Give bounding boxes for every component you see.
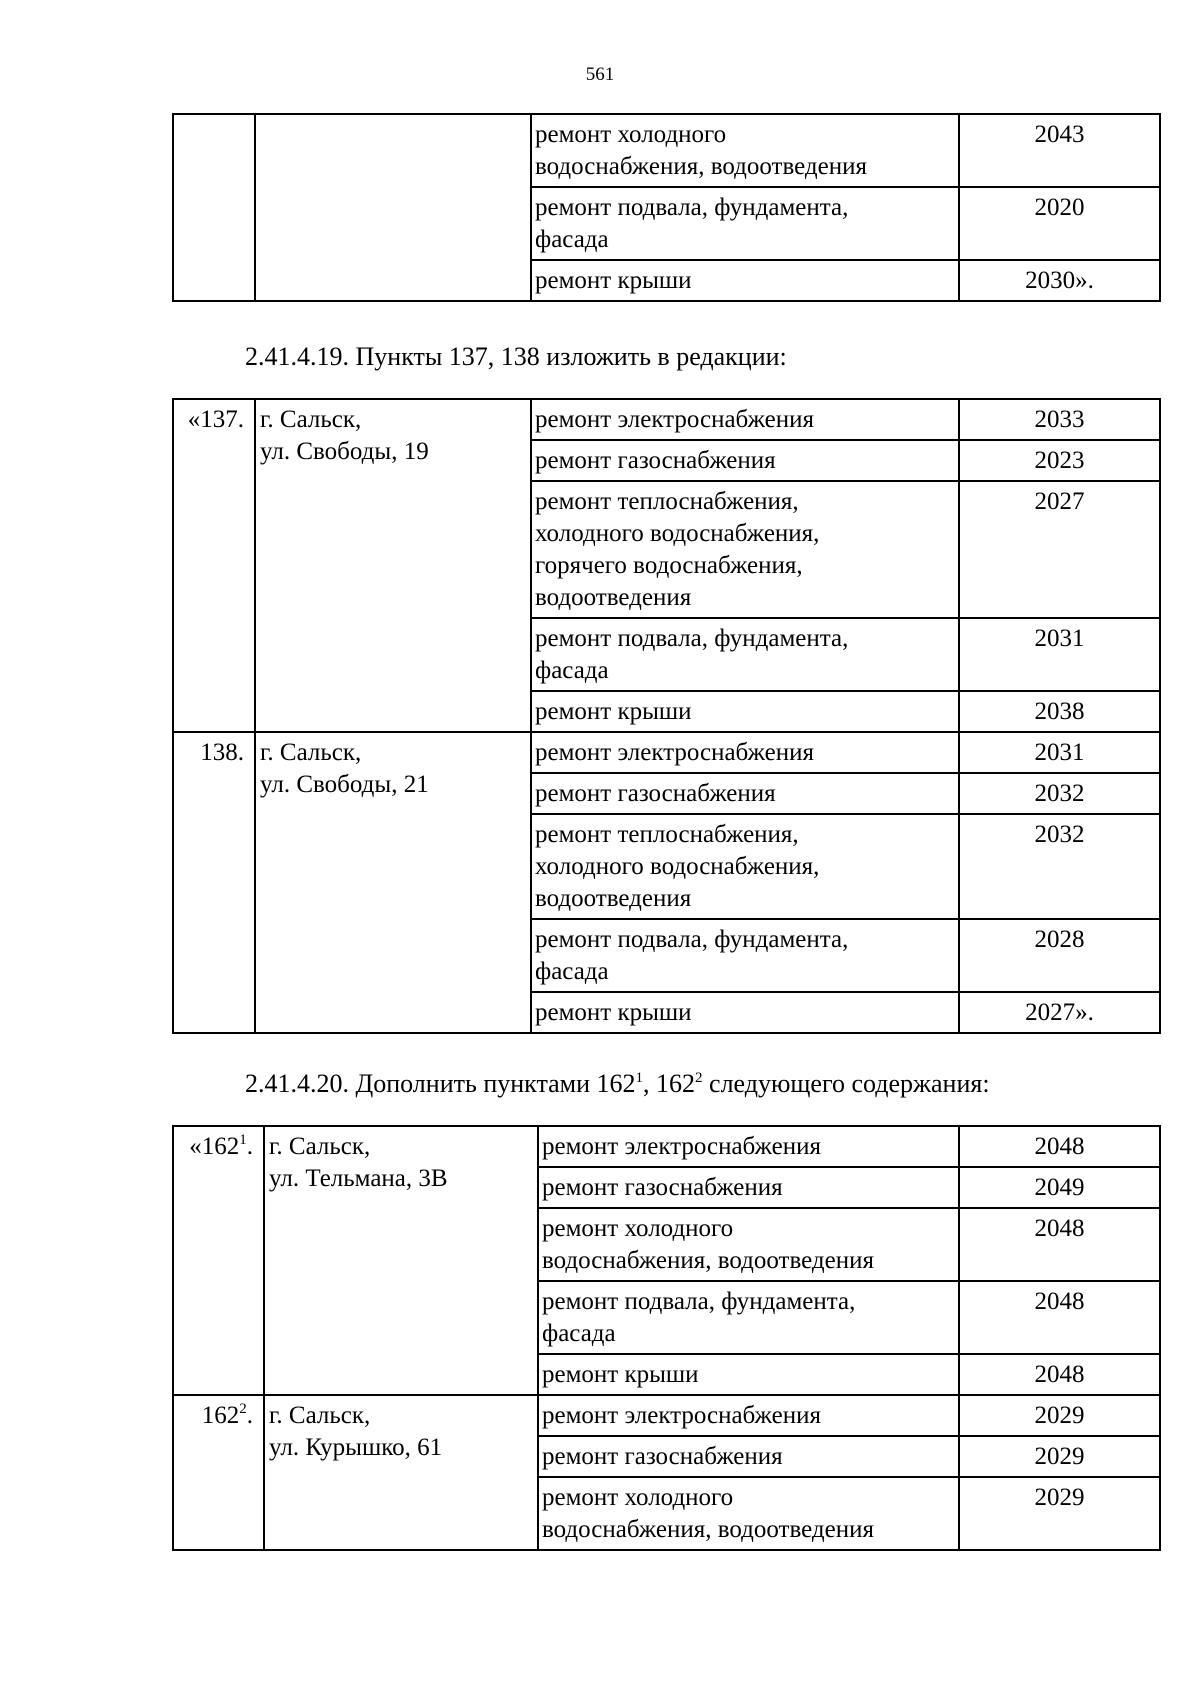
item-number-cell: «137. (173, 399, 255, 732)
work-type-cell: ремонт крыши (531, 992, 959, 1033)
year-cell: 2029 (959, 1436, 1160, 1477)
year-cell: 2048 (959, 1208, 1160, 1281)
work-type-cell: ремонт газоснабжения (531, 440, 959, 481)
item-number-cell: $162^2$. (173, 1395, 264, 1550)
year-cell: 2023 (959, 440, 1160, 481)
address-cell: г. Сальск, ул. Тельмана, 3В (264, 1126, 538, 1395)
work-type-cell: ремонт крыши (531, 260, 959, 301)
year-cell: 2028 (959, 919, 1160, 992)
year-cell: 2048 (959, 1126, 1160, 1167)
year-cell: 2029 (959, 1395, 1160, 1436)
address-cell: г. Сальск, ул. Свободы, 19 (255, 399, 531, 732)
year-cell: 2029 (959, 1477, 1160, 1550)
work-type-cell: ремонт подвала, фундамента, фасада (531, 618, 959, 691)
work-type-cell: ремонт холодного водоснабжения, водоотведения (531, 114, 959, 187)
year-cell: 2043 (959, 114, 1160, 187)
work-type-cell: ремонт газоснабжения (538, 1436, 959, 1477)
table-row (173, 732, 1160, 773)
year-cell: 2038 (959, 691, 1160, 732)
number-cell (173, 114, 255, 301)
year-cell: 2049 (959, 1167, 1160, 1208)
table-row (173, 114, 1160, 187)
work-type-cell: ремонт электроснабжения (538, 1126, 959, 1167)
address-cell: г. Сальск, ул. Свободы, 21 (255, 732, 531, 1033)
year-cell: 2031 (959, 618, 1160, 691)
page-number: 561 (585, 64, 615, 85)
year-cell: 2020 (959, 187, 1160, 260)
year-cell: 2031 (959, 732, 1160, 773)
year-cell: 2048 (959, 1354, 1160, 1395)
address-cell (255, 114, 531, 301)
year-cell: 2048 (959, 1281, 1160, 1354)
works-table-continuation (172, 113, 1161, 302)
address-cell: г. Сальск, ул. Курышко, 61 (264, 1395, 538, 1550)
work-type-cell: ремонт холодного водоснабжения, водоотведения (538, 1208, 959, 1281)
year-cell: 2030». (959, 260, 1160, 301)
year-cell: 2027 (959, 481, 1160, 618)
work-type-cell: ремонт газоснабжения (531, 773, 959, 814)
work-type-cell: ремонт теплоснабжения, холодного водоснабжения, водоотведения (531, 814, 959, 919)
work-type-cell: ремонт подвала, фундамента, фасада (531, 187, 959, 260)
year-cell: 2027». (959, 992, 1160, 1033)
work-type-cell: ремонт холодного водоснабжения, водоотведения (538, 1477, 959, 1550)
work-type-cell: ремонт газоснабжения (538, 1167, 959, 1208)
paragraph-2-41-4-20: 2.41.4.20. Дополнить пунктами $162^1$, $162^2$ следующего содержания: (245, 1069, 990, 1098)
year-cell: 2032 (959, 773, 1160, 814)
work-type-cell: ремонт электроснабжения (531, 399, 959, 440)
work-type-cell: ремонт электроснабжения (538, 1395, 959, 1436)
paragraph-2-41-4-19: 2.41.4.19. Пункты 137, 138 изложить в редакции: (245, 342, 787, 371)
year-cell: 2033 (959, 399, 1160, 440)
table-row (173, 1126, 1160, 1167)
item-number-cell: 138. (173, 732, 255, 1033)
work-type-cell: ремонт подвала, фундамента, фасада (538, 1281, 959, 1354)
table-row (173, 1395, 1160, 1436)
works-table-137-138 (172, 398, 1161, 1034)
item-number-cell: «$162^1$. (173, 1126, 264, 1395)
work-type-cell: ремонт теплоснабжения, холодного водоснабжения, горячего водоснабжения, водоотведения (531, 481, 959, 618)
works-table-162 (172, 1125, 1161, 1551)
year-cell: 2032 (959, 814, 1160, 919)
work-type-cell: ремонт крыши (531, 691, 959, 732)
work-type-cell: ремонт электроснабжения (531, 732, 959, 773)
table-row (173, 399, 1160, 440)
work-type-cell: ремонт подвала, фундамента, фасада (531, 919, 959, 992)
work-type-cell: ремонт крыши (538, 1354, 959, 1395)
